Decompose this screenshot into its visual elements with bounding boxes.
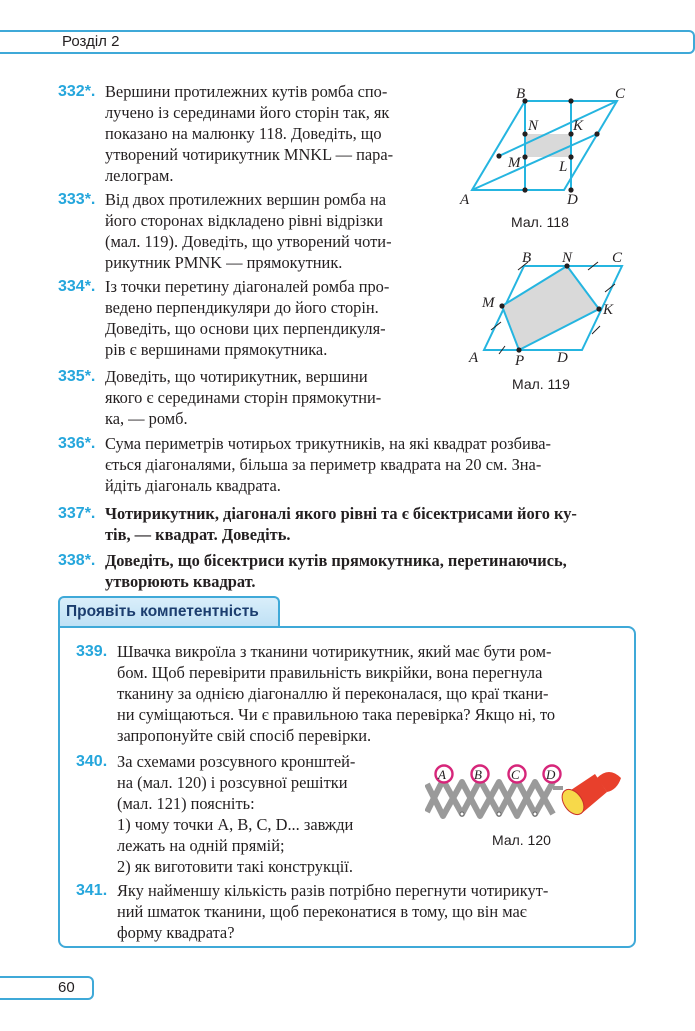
point xyxy=(522,187,527,192)
text-line: утворений чотирикутник MNKL — пара- xyxy=(105,145,394,164)
problem-number: 338*. xyxy=(58,552,96,569)
point xyxy=(568,98,573,103)
label-p: P xyxy=(515,353,525,369)
text-line: лелограм. xyxy=(105,166,174,185)
text-line: ний шматок тканини, щоб переконатися в тому, що він має xyxy=(117,902,527,921)
point-n xyxy=(522,131,527,136)
text-line: йдіть діагональ квадрата. xyxy=(105,476,281,495)
point xyxy=(496,153,501,158)
text-line: Вершини протилежних кутів ромба спо- xyxy=(105,82,388,101)
problem-number: 337*. xyxy=(58,505,96,522)
point xyxy=(594,131,599,136)
problem-340-text xyxy=(117,751,411,877)
problem-341-text xyxy=(117,880,623,943)
text-line: запропонуйте свій спосіб перевірки. xyxy=(117,726,372,745)
page-number: 60 xyxy=(58,979,75,996)
problem-number: 340. xyxy=(76,753,108,770)
label-a: A xyxy=(460,192,470,208)
label-a: A xyxy=(469,350,479,366)
text-line: За схемами розсувного кронштей- xyxy=(117,752,356,771)
text-line: на (мал. 120) і розсувної решітки xyxy=(117,773,348,792)
point-l xyxy=(568,154,573,159)
point-p xyxy=(516,347,521,352)
problem-337-text xyxy=(105,503,637,545)
problem-number: 339. xyxy=(76,643,108,660)
text-line: (мал. 121) поясніть: xyxy=(117,794,255,813)
point-k xyxy=(596,306,601,311)
label-c: C xyxy=(511,767,520,782)
label-d: D xyxy=(567,192,578,208)
problem-333-text xyxy=(105,189,437,273)
text-line: бом. Щоб перевірити правильність викрійки, вона перегнула xyxy=(117,663,543,682)
text-line: Доведіть, що чотирикутник, вершини xyxy=(105,367,368,386)
label-d: D xyxy=(557,350,568,366)
label-m: M xyxy=(482,295,495,311)
problem-number: 333*. xyxy=(58,191,96,208)
problem-338-text xyxy=(105,550,637,592)
text-line: Яку найменшу кількість разів потрібно перегнути чотирикут- xyxy=(117,881,549,900)
text-line: Доведіть, що бісектриси кутів прямокутника, перетинаючись, xyxy=(105,551,567,570)
text-line: ведено перпендикуляри до його сторін. xyxy=(105,298,379,317)
text-line: Доведіть, що основи цих перпендикуля- xyxy=(105,319,386,338)
label-b: B xyxy=(522,250,532,266)
text-line: ни суміщаються. Чи є правильною така перевірка? Якщо ні, то xyxy=(117,705,556,724)
text-line: лучено із серединами його сторін так, як xyxy=(105,103,390,122)
rectangle-pmnk xyxy=(502,266,599,350)
text-line: рикутник PMNK — прямокутник. xyxy=(105,253,343,272)
figure-120-caption: Мал. 120 xyxy=(492,832,551,848)
scissor-arms xyxy=(427,780,553,816)
label-c: C xyxy=(615,86,626,102)
label-c: C xyxy=(612,250,623,266)
problem-number: 335*. xyxy=(58,368,96,385)
figure-118-rhombus xyxy=(455,84,635,214)
problem-number: 332*. xyxy=(58,83,96,100)
problem-335-text xyxy=(105,366,437,429)
text-line: лежать на одній прямій; xyxy=(117,836,285,855)
point-m xyxy=(522,154,527,159)
problem-334-text xyxy=(105,276,437,360)
label-d: D xyxy=(546,767,556,782)
problem-332-text xyxy=(105,81,437,186)
text-line: ка, — ромб. xyxy=(105,409,188,428)
label-m: M xyxy=(508,155,521,171)
text-line: 2) як виготовити такі конструкції. xyxy=(117,857,353,876)
label-k: K xyxy=(573,118,584,134)
figure-118-caption: Мал. 118 xyxy=(511,214,569,230)
problem-number: 334*. xyxy=(58,278,96,295)
problem-336-text xyxy=(105,433,637,496)
competence-title: Проявіть компетентність xyxy=(66,603,259,620)
text-line: Чотирикутник, діагоналі якого рівні та є бісектрисами його ку- xyxy=(105,504,577,523)
label-n: N xyxy=(528,118,539,134)
text-line: 1) чому точки A, B, C, D... завжди xyxy=(117,815,354,834)
problem-number: 341. xyxy=(76,882,108,899)
text-line: рів є вершинами прямокутника. xyxy=(105,340,328,359)
text-line: тканину за однією діагоналлю й переконалася, що краї ткани- xyxy=(117,684,549,703)
label-k: K xyxy=(603,302,614,318)
text-line: ється діагоналями, більша за периметр квадрата на 20 см. Зна- xyxy=(105,455,542,474)
text-line: Швачка викроїла з тканини чотирикутник, який має бути ром- xyxy=(117,642,552,661)
label-b: B xyxy=(474,767,482,782)
text-line: (мал. 119). Доведіть, що утворений чоти- xyxy=(105,232,392,251)
page-number-bar xyxy=(0,976,94,1000)
text-line: якого є серединами сторін прямокутни- xyxy=(105,388,382,407)
text-line: форму квадрата? xyxy=(117,923,235,942)
problem-339-text xyxy=(117,641,623,746)
text-line: утворюють квадрат. xyxy=(105,572,256,591)
text-line: тів, — квадрат. Доведіть. xyxy=(105,525,291,544)
problem-number: 336*. xyxy=(58,435,96,452)
point-m xyxy=(499,303,504,308)
label-l: L xyxy=(559,159,568,175)
text-line: його сторонах відкладено рівні відрізки xyxy=(105,211,383,230)
text-line: Із точки перетину діагоналей ромба про- xyxy=(105,277,390,296)
label-b: B xyxy=(516,86,526,102)
lamp-icon xyxy=(553,772,621,819)
text-line: показано на малюнку 118. Доведіть, що xyxy=(105,124,382,143)
figure-119-rhombus xyxy=(462,248,634,370)
figure-119-caption: Мал. 119 xyxy=(512,376,570,392)
figure-120-bracket xyxy=(425,756,625,834)
parallelogram-mnkl xyxy=(525,134,571,157)
label-a: A xyxy=(438,767,446,782)
label-n: N xyxy=(562,250,573,266)
text-line: Сума периметрів чотирьох трикутників, на які квадрат розбива- xyxy=(105,434,552,453)
section-title: Розділ 2 xyxy=(62,33,120,50)
text-line: Від двох протилежних вершин ромба на xyxy=(105,190,387,209)
